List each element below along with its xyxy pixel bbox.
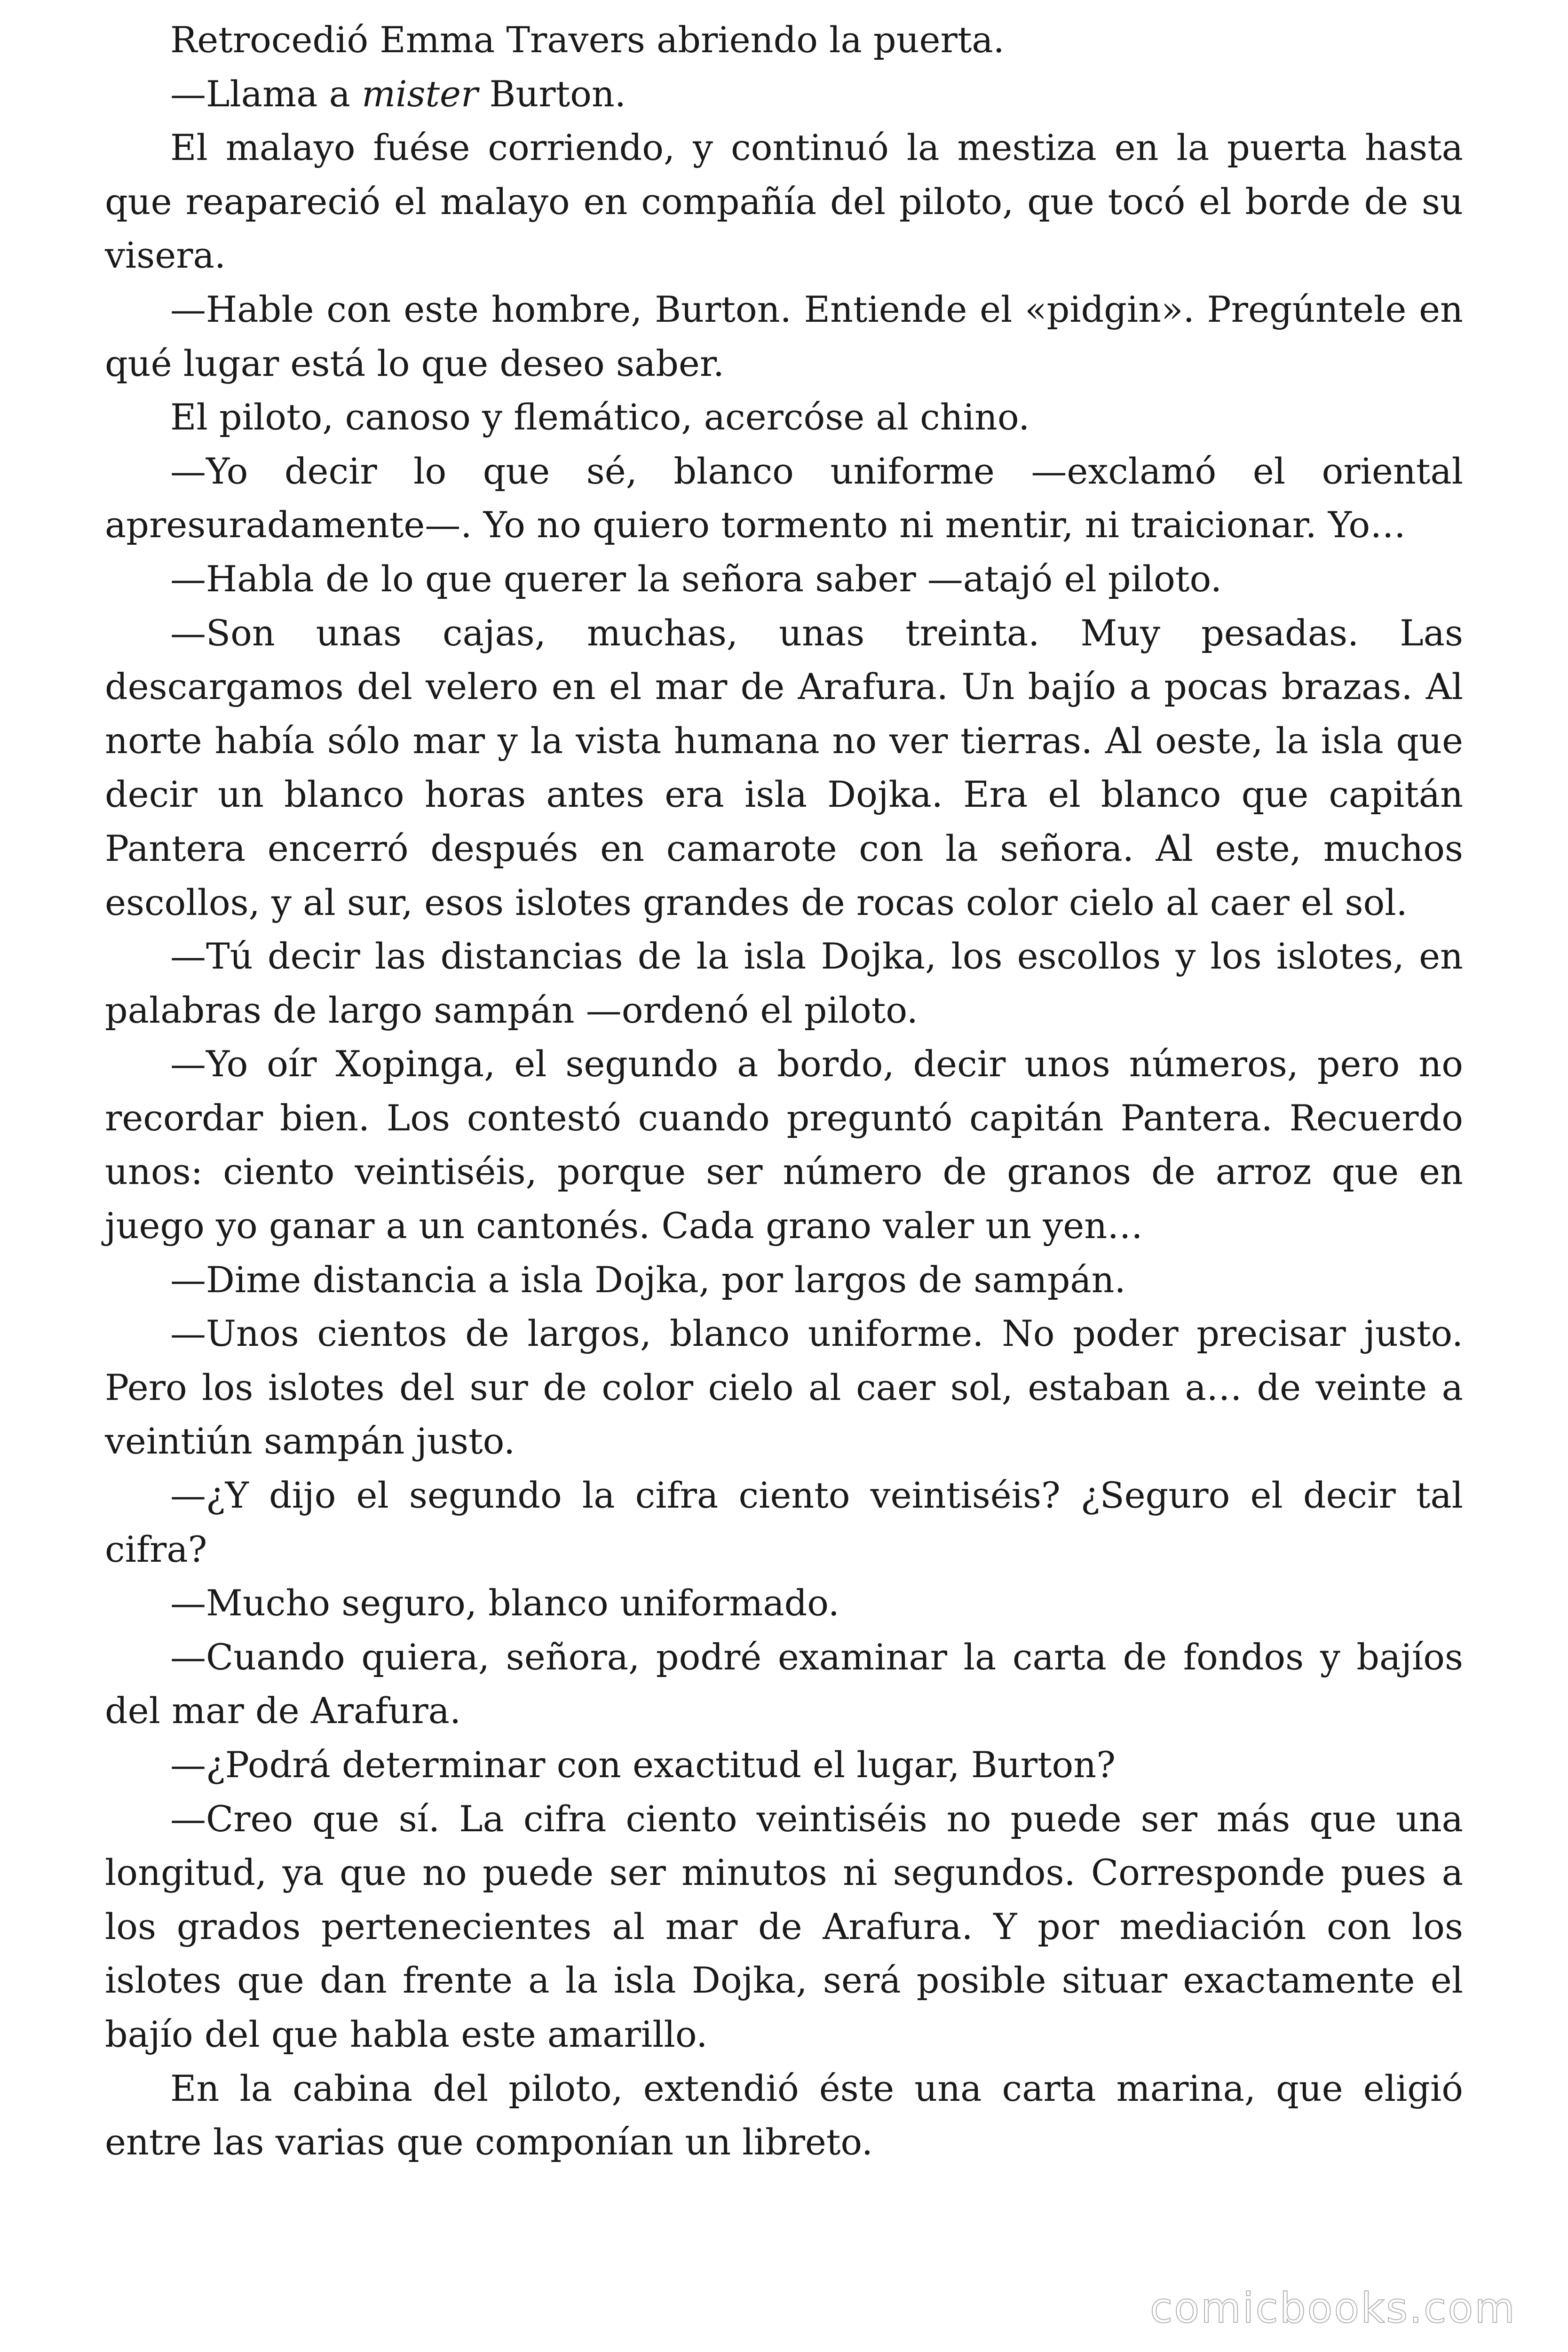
paragraph: El piloto, canoso y flemático, acercóse al chino.	[170, 396, 1030, 438]
paragraph: —Yo oír Xopinga, el segundo a bordo, decir unos números, pero no recordar bien. Los contestó cuando preguntó capitán Pantera. Recuerdo unos: ciento veintiséis, porque ser número de granos de arroz que en juego yo ganar a un cantonés. Cada grano valer un yen…	[105, 1043, 1463, 1247]
paragraph-text: —Llama a mister Burton.	[170, 72, 626, 115]
paragraph: —Mucho seguro, blanco uniformado.	[170, 1582, 839, 1624]
paragraph: —Dime distancia a isla Dojka, por largos de sampán.	[170, 1258, 1126, 1301]
paragraph: —Son unas cajas, muchas, unas treinta. Muy pesadas. Las descargamos del velero en el mar de Arafura. Un bajío a pocas brazas. Al norte había sólo mar y la vista humana no ver tierras. Al oeste, la isla que decir un blanco horas antes era isla Dojka. Era el blanco que capitán Pantera encerró después en camarote con la señora. Al este, muchos escollos, y al sur, esos islotes grandes de rocas color cielo al caer el sol.	[105, 612, 1463, 923]
book-page	[105, 13, 1463, 2169]
paragraph: —¿Podrá determinar con exactitud el lugar, Burton?	[170, 1744, 1116, 1786]
paragraph: —Habla de lo que querer la señora saber —atajó el piloto.	[170, 557, 1222, 600]
paragraph: En la cabina del piloto, extendió éste una carta marina, que eligió entre las varias que componían un libreto.	[105, 2067, 1463, 2163]
paragraph: —Hable con este hombre, Burton. Entiende el «pidgin». Pregúntele en qué lugar está lo que deseo saber.	[105, 288, 1463, 384]
paragraph: —Tú decir las distancias de la isla Dojka, los escollos y los islotes, en palabras de largo sampán —ordenó el piloto.	[105, 935, 1463, 1031]
paragraph: —Yo decir lo que sé, blanco uniforme —exclamó el oriental apresuradamente—. Yo no quiero tormento ni mentir, ni traicionar. Yo…	[105, 450, 1463, 546]
paragraph: —¿Y dijo el segundo la cifra ciento veintiséis? ¿Seguro el decir tal cifra?	[105, 1474, 1463, 1570]
paragraph: El malayo fuése corriendo, y continuó la mestiza en la puerta hasta que reapareció el malayo en compañía del piloto, que tocó el borde de su visera.	[105, 127, 1463, 277]
paragraph: Retrocedió Emma Travers abriendo la puerta.	[170, 19, 1005, 61]
paragraph: —Unos cientos de largos, blanco uniforme. No poder precisar justo. Pero los islotes del sur de color cielo al caer sol, estaban a… de veinte a veintiún sampán justo.	[105, 1312, 1463, 1462]
paragraph	[105, 67, 1463, 121]
watermark: comicbooks.com	[1149, 2284, 1516, 2332]
paragraph: —Creo que sí. La cifra ciento veintiséis no puede ser más que una longitud, ya que no puede ser minutos ni segundos. Corresponde pues a los grados pertenecientes al mar de Arafura. Y por mediación con los islotes que dan frente a la isla Dojka, será posible situar exactamente el bajío del que habla este amarillo.	[105, 1797, 1463, 2055]
paragraph: —Cuando quiera, señora, podré examinar la carta de fondos y bajíos del mar de Arafura.	[105, 1636, 1463, 1732]
